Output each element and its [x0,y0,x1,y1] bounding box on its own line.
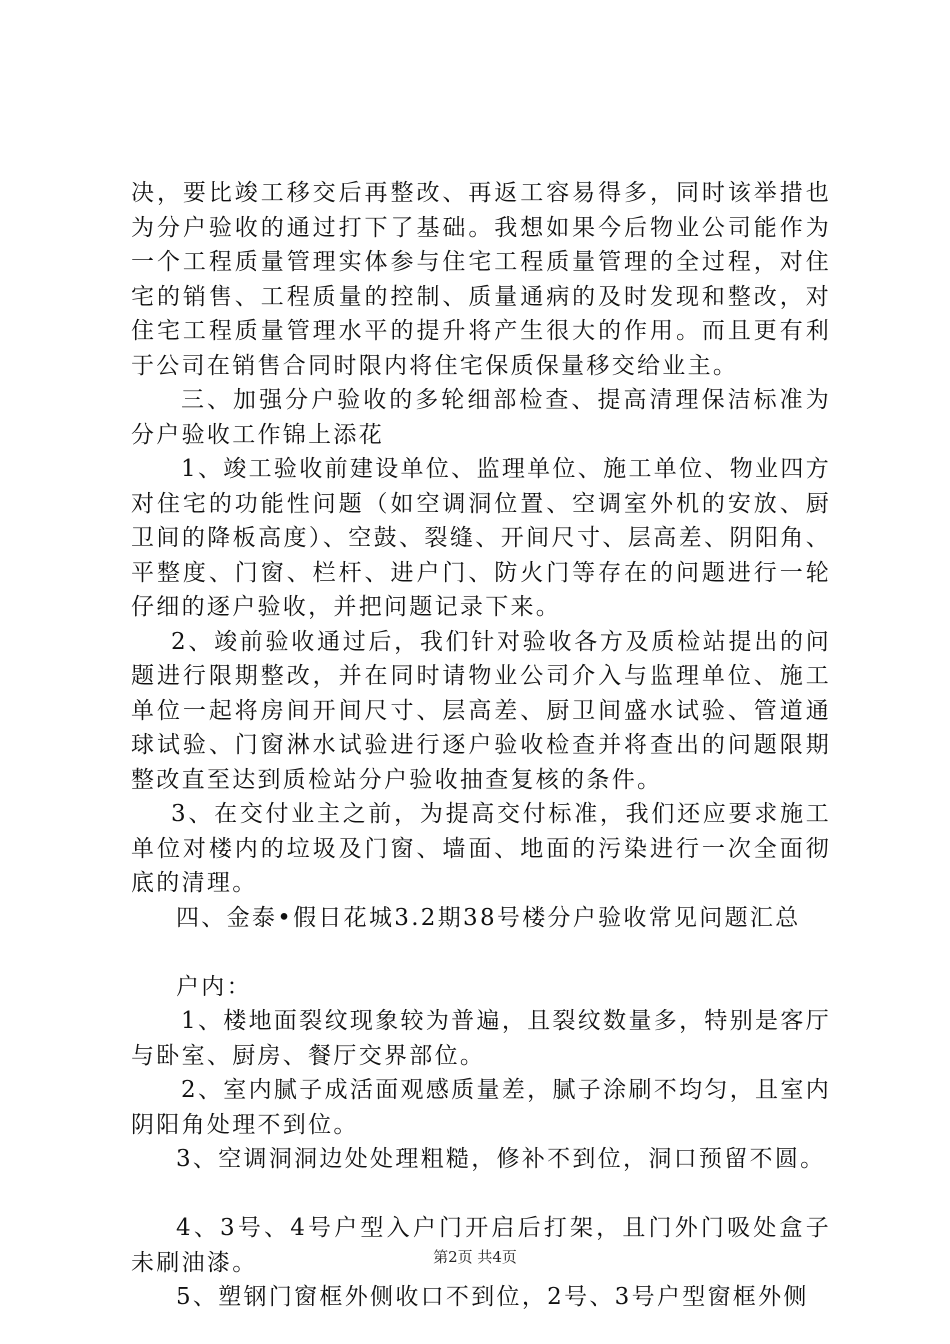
page-number-label: 第2页 共4页 [433,1248,517,1266]
list-item-3-1: 1、竣工验收前建设单位、监理单位、施工单位、物业四方对住宅的功能性问题（如空调洞位置、空调室外机的安放、厨卫间的降板高度）、空鼓、裂缝、开间尺寸、层高差、阴阳角、平整度、门窗、栏杆、进户门、防火门等存在的问题进行一轮仔细的逐户验收，并把问题记录下来。 [131,456,831,620]
list-item-4-4: 4、3号、4号户型入户门开启后打架，且门外门吸处盒子未刷油漆。 [131,1215,831,1276]
list-item-3-3: 3、在交付业主之前，为提高交付标准，我们还应要求施工单位对楼内的垃圾及门窗、墙面、地面的污染进行一次全面彻底的清理。 [131,801,831,896]
list-item-4-3: 3、空调洞洞边处处理粗糙，修补不到位，洞口预留不圆。 [176,1146,826,1172]
section-heading-3: 三、加强分户验收的多轮细部检查、提高清理保洁标准为分户验收工作锦上添花 [131,387,831,448]
list-item-4-2: 2、室内腻子成活面观感质量差，腻子涂刷不均匀，且室内阴阳角处理不到位。 [131,1077,831,1138]
list-item-4-1: 1、楼地面裂纹现象较为普遍，且裂纹数量多，特别是客厅与卧室、厨房、餐厅交界部位。 [131,1008,831,1069]
section-heading-4: 四、金泰•假日花城3.2期38号楼分户验收常见问题汇总 [176,904,801,931]
paragraph-continuation: 决，要比竣工移交后再整改、再返工容易得多，同时该举措也为分户验收的通过打下了基础。我想如果今后物业公司能作为一个工程质量管理实体参与住宅工程质量管理的全过程，对住宅的销售、工程质量的控制、质量通病的及时发现和整改，对住宅工程质量管理水平的提升将产生很大的作用。而且更有利于公司在销售合同时限内将住宅保质保量移交给业主。 [131,180,831,379]
subheading-indoor: 户内： [176,973,252,1000]
document-body [131,176,831,1315]
page-footer [0,1246,950,1267]
list-item-4-5: 5、塑钢门窗框外侧收口不到位，2号、3号户型窗框外侧 [176,1284,809,1310]
list-item-3-2: 2、竣前验收通过后，我们针对验收各方及质检站提出的问题进行限期整改，并在同时请物业公司介入与监理单位、施工单位一起将房间开间尺寸、层高差、厨卫间盛水试验、管道通球试验、门窗淋水试验进行逐户验收检查并将查出的问题限期整改直至达到质检站分户验收抽查复核的条件。 [131,628,831,793]
